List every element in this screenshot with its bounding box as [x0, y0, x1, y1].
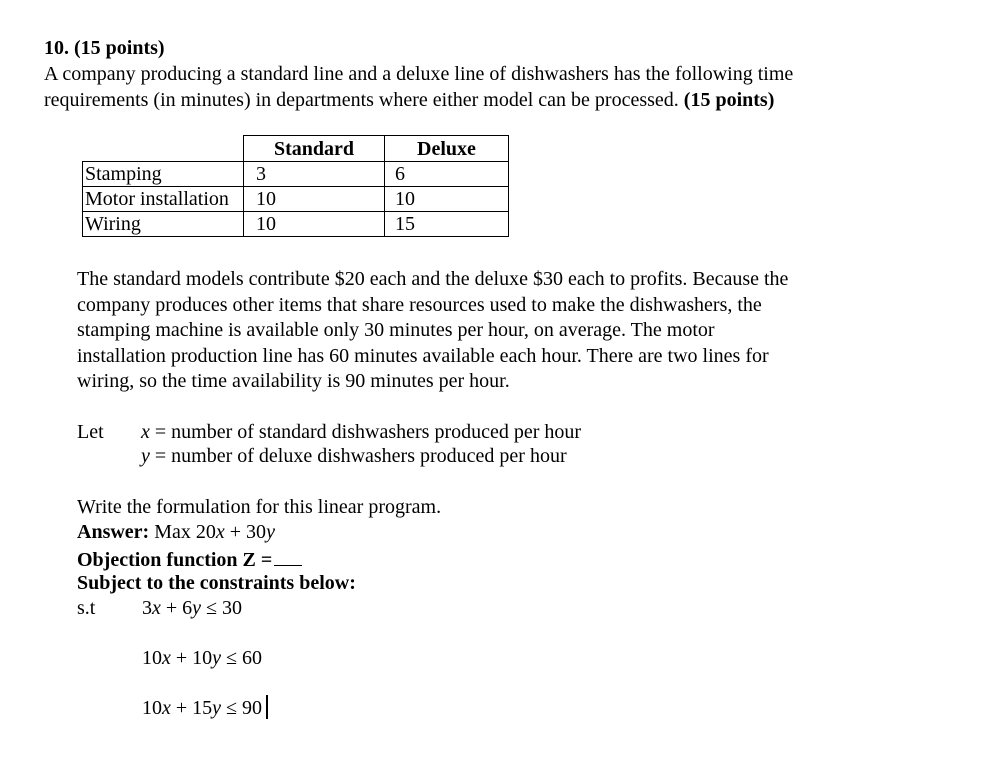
intro-line-2: [44, 87, 774, 113]
constraint-coef-a: 10: [142, 647, 162, 669]
row-stamping-label: Stamping: [83, 162, 244, 187]
constraint-motor: [142, 645, 262, 671]
intro-line-1: A company producing a standard line and a deluxe line of dishwashers has the following time: [44, 63, 794, 85]
row-stamping-deluxe: 6: [385, 162, 509, 187]
paragraph-line: The standard models contribute $20 each and the deluxe $30 each to profits. Because the: [77, 268, 789, 290]
intro-points: (15 points): [683, 89, 775, 111]
table-header-standard: Standard: [244, 136, 385, 162]
constraint-stamping: [142, 595, 242, 621]
definition-x: [141, 419, 581, 445]
constraint-var-y: y: [212, 697, 222, 719]
row-motor-label: Motor installation: [83, 187, 244, 212]
constraint-rhs: ≤ 60: [221, 647, 263, 669]
constraint-var-y: y: [212, 647, 222, 669]
objective-blank: [274, 545, 302, 566]
answer-y: y: [266, 521, 275, 543]
var-y: y: [141, 445, 150, 467]
question-heading: 10. (15 points): [44, 37, 165, 59]
paragraph-line: company produces other items that share resources used to make the dishwashers, the: [77, 293, 762, 316]
constraint-coef-b: + 6: [160, 597, 193, 619]
subject-to-label: Subject to the constraints below:: [77, 572, 356, 594]
constraint-wiring[interactable]: [142, 695, 268, 721]
problem-paragraph: [77, 267, 877, 395]
row-motor-deluxe: 10: [385, 187, 509, 212]
row-wiring-label: Wiring: [83, 212, 244, 237]
intro-line-2-text: requirements (in minutes) in departments where either model can be processed.: [44, 89, 679, 111]
answer-mid: + 30: [224, 521, 267, 543]
constraint-coef-a: 10: [142, 697, 162, 719]
let-label: Let: [77, 421, 104, 443]
answer-x: x: [215, 521, 225, 543]
row-wiring-standard: 10: [244, 212, 385, 237]
constraint-coef-a: 3: [142, 597, 152, 619]
answer-label: Answer:: [77, 521, 150, 543]
formulation-prompt: Write the formulation for this linear program.: [77, 496, 442, 518]
time-requirements-table: [82, 135, 509, 237]
objective-label: Objection function Z =: [77, 549, 273, 571]
answer-line: [77, 519, 275, 545]
table-header-deluxe: Deluxe: [385, 136, 509, 162]
constraint-var-x: x: [162, 697, 171, 719]
row-stamping-standard: 3: [244, 162, 385, 187]
constraint-rhs: ≤ 90: [221, 697, 263, 719]
answer-pre: Max 20: [149, 521, 216, 543]
table-header-blank: [83, 136, 244, 162]
constraint-coef-b: + 15: [170, 697, 213, 719]
table-row: [83, 162, 509, 187]
constraint-var-x: x: [162, 647, 171, 669]
table-row: [83, 187, 509, 212]
constraint-rhs: ≤ 30: [201, 597, 243, 619]
row-wiring-deluxe: 15: [385, 212, 509, 237]
paragraph-line: stamping machine is available only 30 minutes per hour, on average. The motor: [77, 319, 715, 341]
row-motor-standard: 10: [244, 187, 385, 212]
text-cursor: [266, 695, 268, 719]
table-header-row: [83, 136, 509, 162]
constraint-coef-b: + 10: [170, 647, 213, 669]
paragraph-line: installation production line has 60 minutes available each hour. There are two lines for: [77, 344, 769, 367]
definition-y: [141, 443, 567, 469]
var-x: x: [141, 421, 150, 443]
objective-function-line: [77, 545, 302, 573]
definition-x-text: = number of standard dishwashers produced per hour: [149, 421, 582, 443]
paragraph-line: wiring, so the time availability is 90 minutes per hour.: [77, 370, 510, 392]
definition-y-text: = number of deluxe dishwashers produced per hour: [149, 445, 567, 467]
table-row: [83, 212, 509, 237]
st-label: s.t: [77, 597, 96, 619]
constraint-var-x: x: [152, 597, 161, 619]
constraint-var-y: y: [192, 597, 202, 619]
